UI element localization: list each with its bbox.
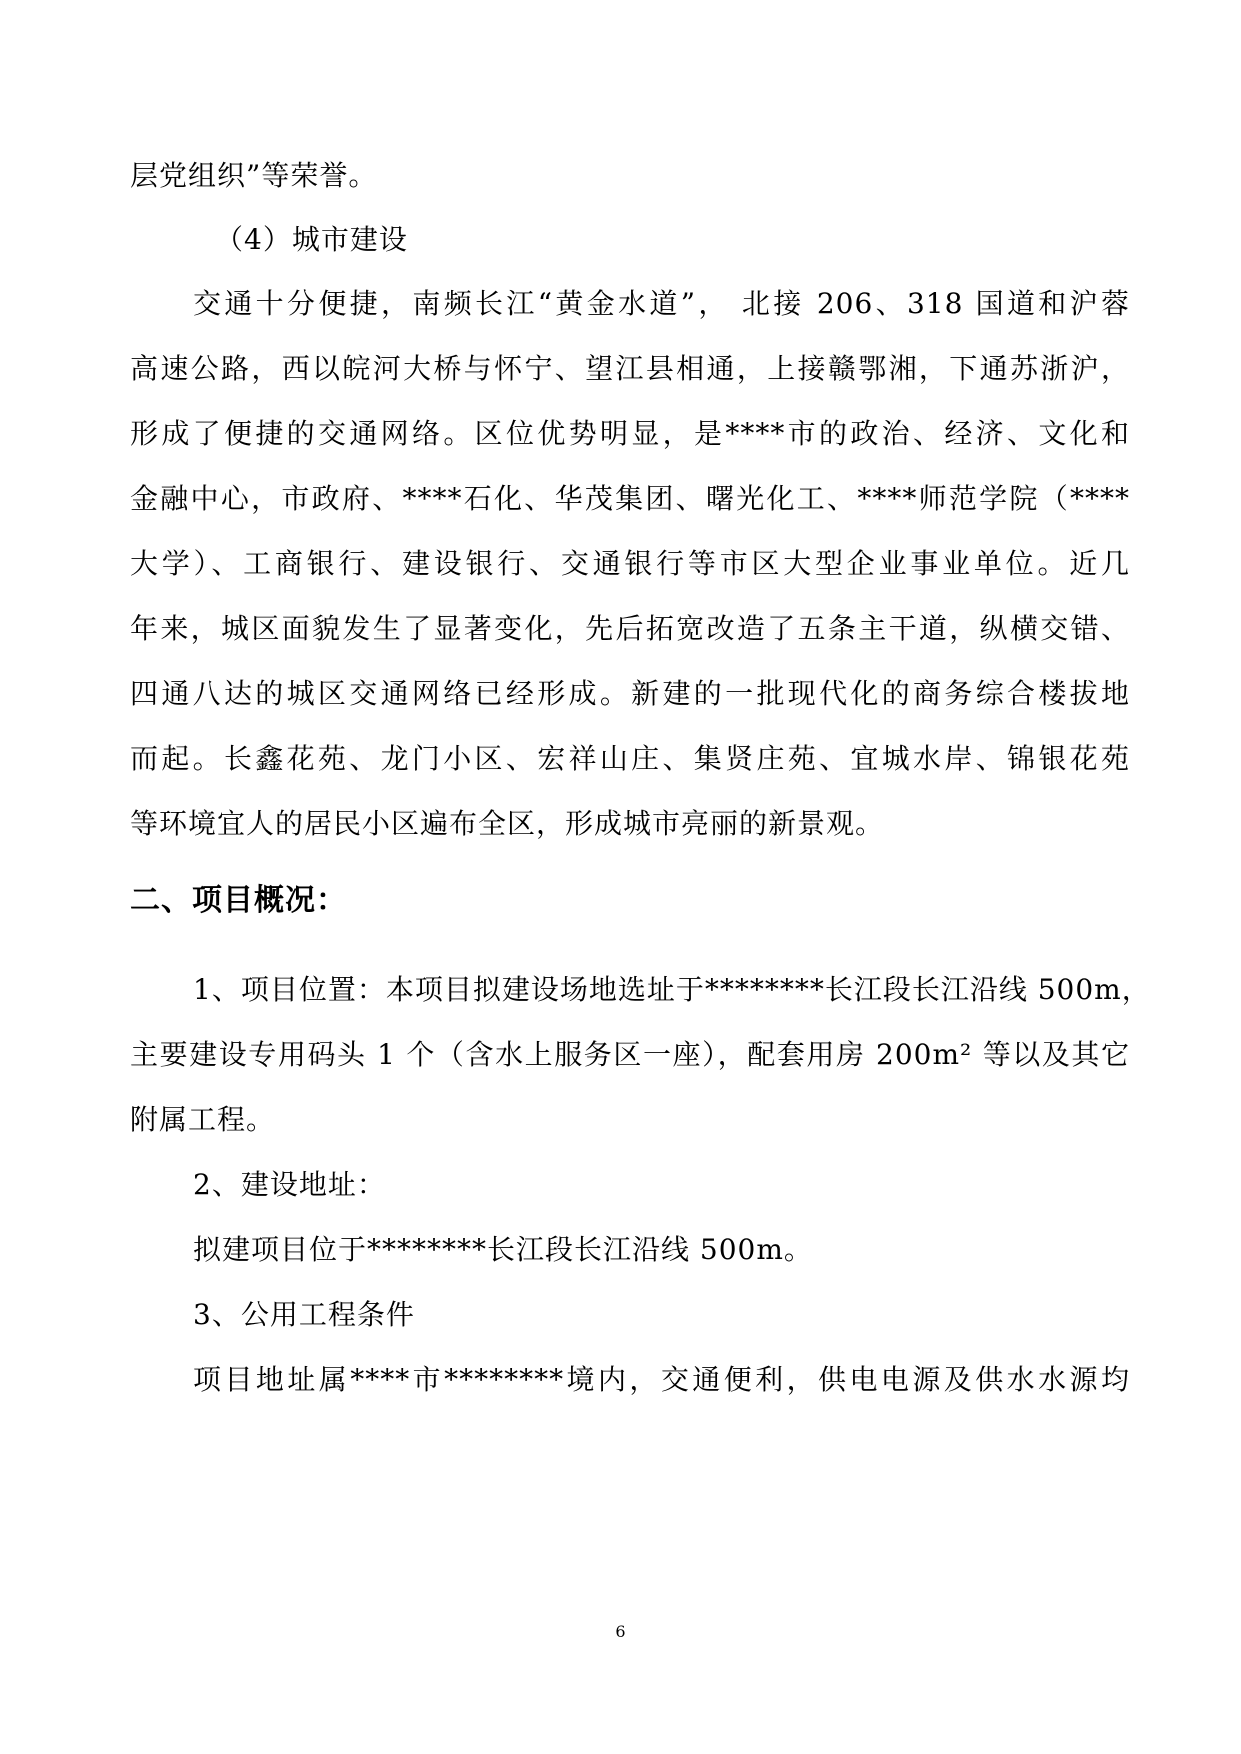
text-line: 高速公路，西以皖河大桥与怀宁、望江县相通，上接赣鄂湘，下通苏浙沪， xyxy=(130,352,1130,385)
text-line: 2、建设地址： xyxy=(193,1168,386,1201)
text-line: 主要建设专用码头 1 个（含水上服务区一座），配套用房 200m² 等以及其它 xyxy=(130,1038,1130,1071)
text-line: 大学）、工商银行、建设银行、交通银行等市区大型企业事业单位。近几 xyxy=(130,547,1130,580)
section-heading: 二、项目概况： xyxy=(130,883,347,918)
text-line: 项目地址属****市********境内，交通便利，供电电源及供水水源均 xyxy=(193,1363,1130,1396)
text-line: 附属工程。 xyxy=(130,1103,276,1136)
text-line: 1、项目位置：本项目拟建设场地选址于********长江段长江沿线 500m， xyxy=(193,973,1151,1006)
text-line: 形成了便捷的交通网络。区位优势明显，是****市的政治、经济、文化和 xyxy=(130,417,1130,450)
text-line: 金融中心，市政府、****石化、华茂集团、曙光化工、****师范学院（**** xyxy=(130,482,1130,515)
page-number: 6 xyxy=(615,1622,626,1641)
text-line: 交通十分便捷，南频长江“黄金水道”， 北接 206、318 国道和沪蓉 xyxy=(193,287,1130,320)
section-subheading: （4）城市建设 xyxy=(215,223,408,256)
text-line: 年来，城区面貌发生了显著变化，先后拓宽改造了五条主干道，纵横交错、 xyxy=(130,612,1130,645)
text-line: 3、公用工程条件 xyxy=(193,1298,415,1331)
text-line: 等环境宜人的居民小区遍布全区，形成城市亮丽的新景观。 xyxy=(130,807,885,840)
text-line: 拟建项目位于********长江段长江沿线 500m。 xyxy=(193,1233,813,1266)
text-line: 层党组织”等荣誉。 xyxy=(130,159,378,192)
text-line: 四通八达的城区交通网络已经形成。新建的一批现代化的商务综合楼拔地 xyxy=(130,677,1130,710)
text-line: 而起。长鑫花苑、龙门小区、宏祥山庄、集贤庄苑、宜城水岸、锦银花苑 xyxy=(130,742,1130,775)
